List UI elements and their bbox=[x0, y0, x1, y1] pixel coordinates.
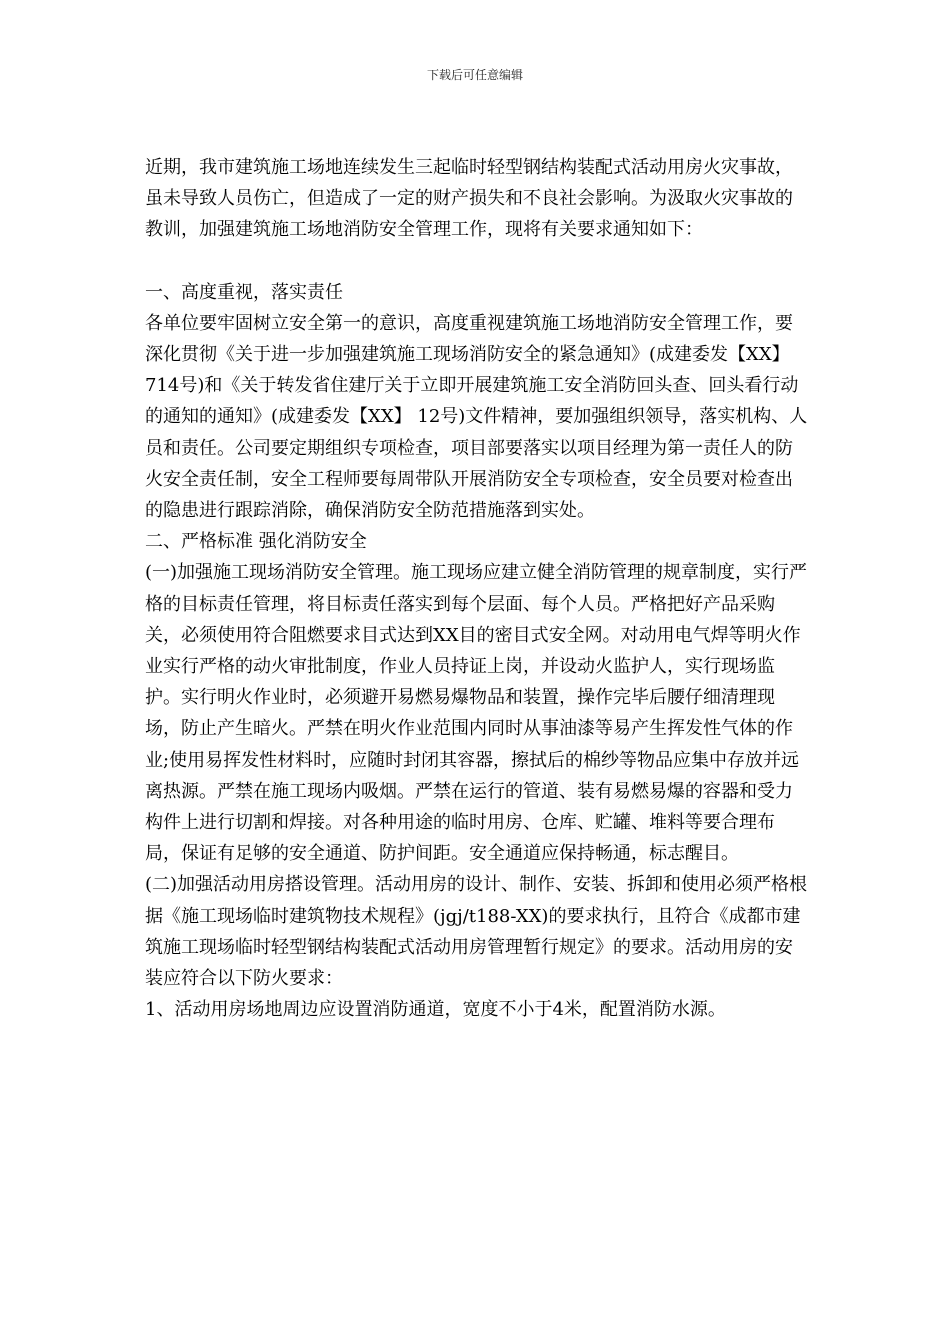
list-item-1: 1、活动用房场地周边应设置消防通道，宽度不小于4米，配置消防水源。 bbox=[145, 999, 726, 1021]
intro-paragraph: 近期，我市建筑施工场地连续发生三起临时轻型钢结构装配式活动用房火灾事故，虽未导致人员伤亡，但造成了一定的财产损失和不良社会影响。为汲取火灾事故的教训，加强建筑施工场地消防安全管理工作，现将有关要求通知如下： bbox=[145, 157, 793, 241]
subsection-2-paragraph: (二)加强活动用房搭设管理。活动用房的设计、制作、安装、拆卸和使用必须严格根据《施工现场临时建筑物技术规程》(jgj/t188-XX)的要求执行，且符合《成都市建筑施工现场临时轻型钢结构装配式活动用房管理暂行规定》的要求。活动用房的安装应符合以下防火要求： bbox=[145, 874, 808, 990]
section-heading-2: 二、严格标准 强化消防安全 bbox=[145, 531, 367, 553]
section-1-paragraph: 各单位要牢固树立安全第一的意识，高度重视建筑施工场地消防安全管理工作，要深化贯彻《关于进一步加强建筑施工现场消防安全的紧急通知》(成建委发【XX】714号)和《关于转发省住建厅关于立即开展建筑施工安全消防回头查、回头看行动的通知的通知》(成建委发【XX】 12号)文件精神，要加强组织领导，落实机构、人员和责任。公司要定期组织专项检查，项目部要落实以项目经理为第一责任人的防火安全责任制，安全工程师要每周带队开展消防安全专项检查，安全员要对检查出的隐患进行跟踪消除，确保消防安全防范措施落到实处。 bbox=[145, 312, 808, 522]
subsection-1-paragraph: (一)加强施工现场消防安全管理。施工现场应建立健全消防管理的规章制度，实行严格的目标责任管理，将目标责任落实到每个层面、每个人员。严格把好产品采购关，必须使用符合阻燃要求目式达到XX目的密目式安全网。对动用电气焊等明火作业实行严格的动火审批制度，作业人员持证上岗，并设动火监护人，实行现场监护。实行明火作业时，必须避开易燃易爆物品和装置，操作完毕后腰仔细清理现场，防止产生暗火。严禁在明火作业范围内同时从事油漆等易产生挥发性气体的作业;使用易挥发性材料时，应随时封闭其容器，擦拭后的棉纱等物品应集中存放并远离热源。严禁在施工现场内吸烟。严禁在运行的管道、装有易燃易爆的容器和受力构件上进行切割和焊接。对各种用途的临时用房、仓库、贮罐、堆料等要合理布局，保证有足够的安全通道、防护间距。安全通道应保持畅通，标志醒目。 bbox=[145, 562, 808, 865]
document-body bbox=[145, 152, 810, 1025]
page-header: 下载后可任意编辑 bbox=[426, 68, 523, 82]
section-heading-1: 一、高度重视，落实责任 bbox=[145, 281, 343, 303]
